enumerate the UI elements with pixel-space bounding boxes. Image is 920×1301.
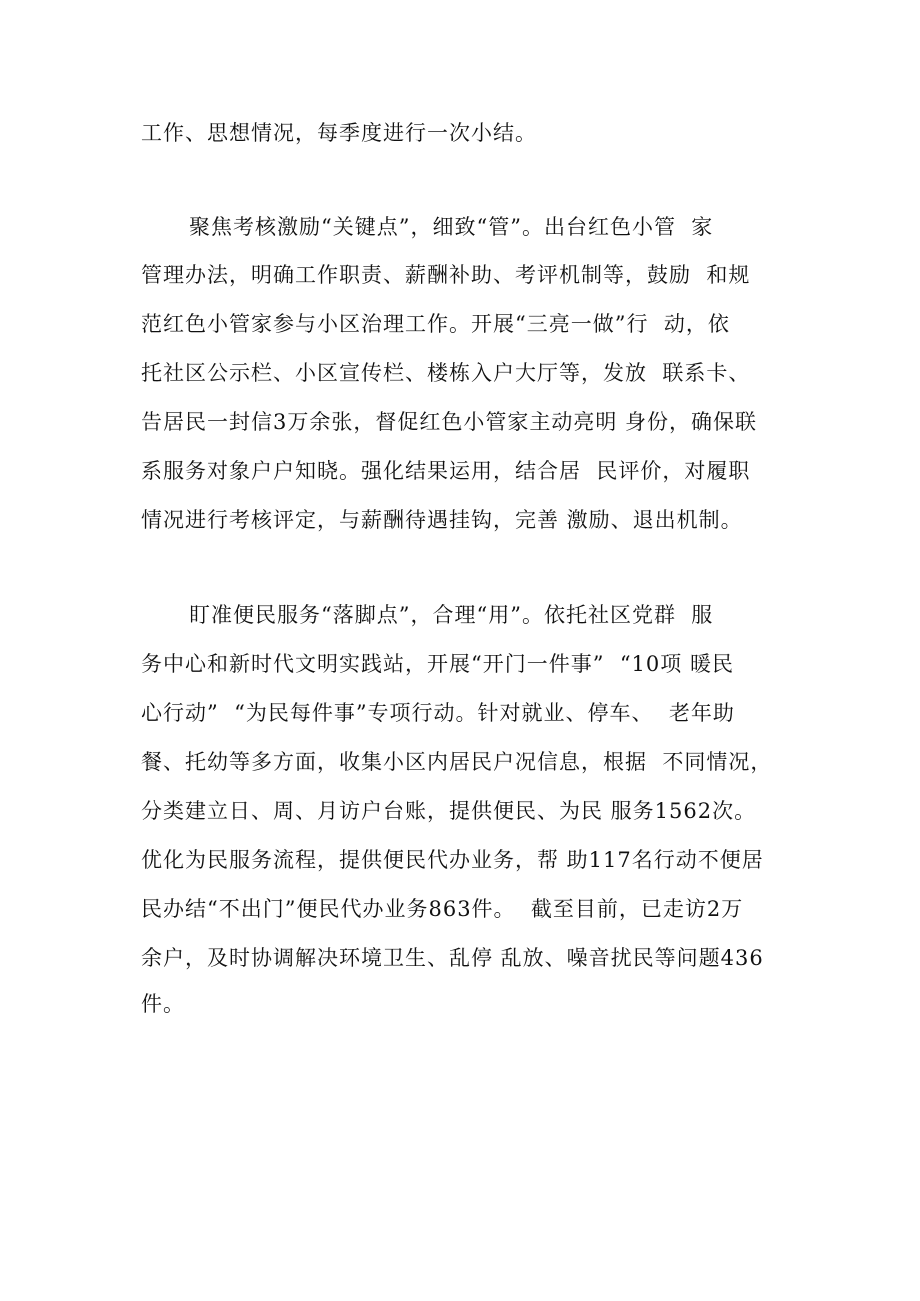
paragraph-2-line-3: 范红色小管家参与小区治理工作。开展“三亮一做”行 动，依	[141, 312, 730, 336]
paragraph-3-line-5: 分类建立日、周、月访户台账，提供便民、为民 服务1562次。	[141, 799, 757, 823]
paragraph-3-line-9: 件。	[141, 992, 185, 1016]
paragraph-3-line-4: 餐、托幼等多方面，收集小区内居民户况信息，根据 不同情况，	[141, 750, 773, 774]
paragraph-2-line-2: 管理办法，明确工作职责、薪酬补助、考评机制等，鼓励 和规	[141, 263, 751, 287]
paragraph-3-line-7: 民办结“不出门”便民代办业务863件。 截至目前，已走访2万	[141, 897, 744, 921]
paragraph-3-line-3: 心行动” “为民每件事”专项行动。针对就业、停车、 老年助	[141, 701, 735, 725]
paragraph-3-line-1: 盯准便民服务“落脚点”，合理“用”。依托社区党群 服	[189, 603, 714, 627]
paragraph-2-line-7: 情况进行考核评定，与薪酬待遇挂钩，完善 激励、退出机制。	[141, 508, 743, 532]
paragraph-3-line-6: 优化为民服务流程，提供便民代办业务，帮 助117名行动不便居	[141, 848, 764, 872]
paragraph-2-line-6: 系服务对象户户知晓。强化结果运用，结合居 民评价，对履职	[141, 459, 751, 483]
paragraph-2-line-4: 托社区公示栏、小区宣传栏、楼栋入户大厅等，发放 联系卡、	[141, 361, 751, 385]
paragraph-2-line-1: 聚焦考核激励“关键点”，细致“管”。出台红色小管 家	[189, 215, 714, 239]
paragraph-2-line-5: 告居民一封信3万余张，督促红色小管家主动亮明 身份，确保联	[141, 410, 758, 434]
paragraph-3-line-2: 务中心和新时代文明实践站，开展“开门一件事” “10项 暖民	[141, 652, 734, 676]
paragraph-3-line-8: 余户，及时协调解决环境卫生、乱停 乱放、噪音扰民等问题436	[141, 946, 764, 970]
paragraph-1-line-1: 工作、思想情况，每季度进行一次小结。	[141, 121, 537, 145]
